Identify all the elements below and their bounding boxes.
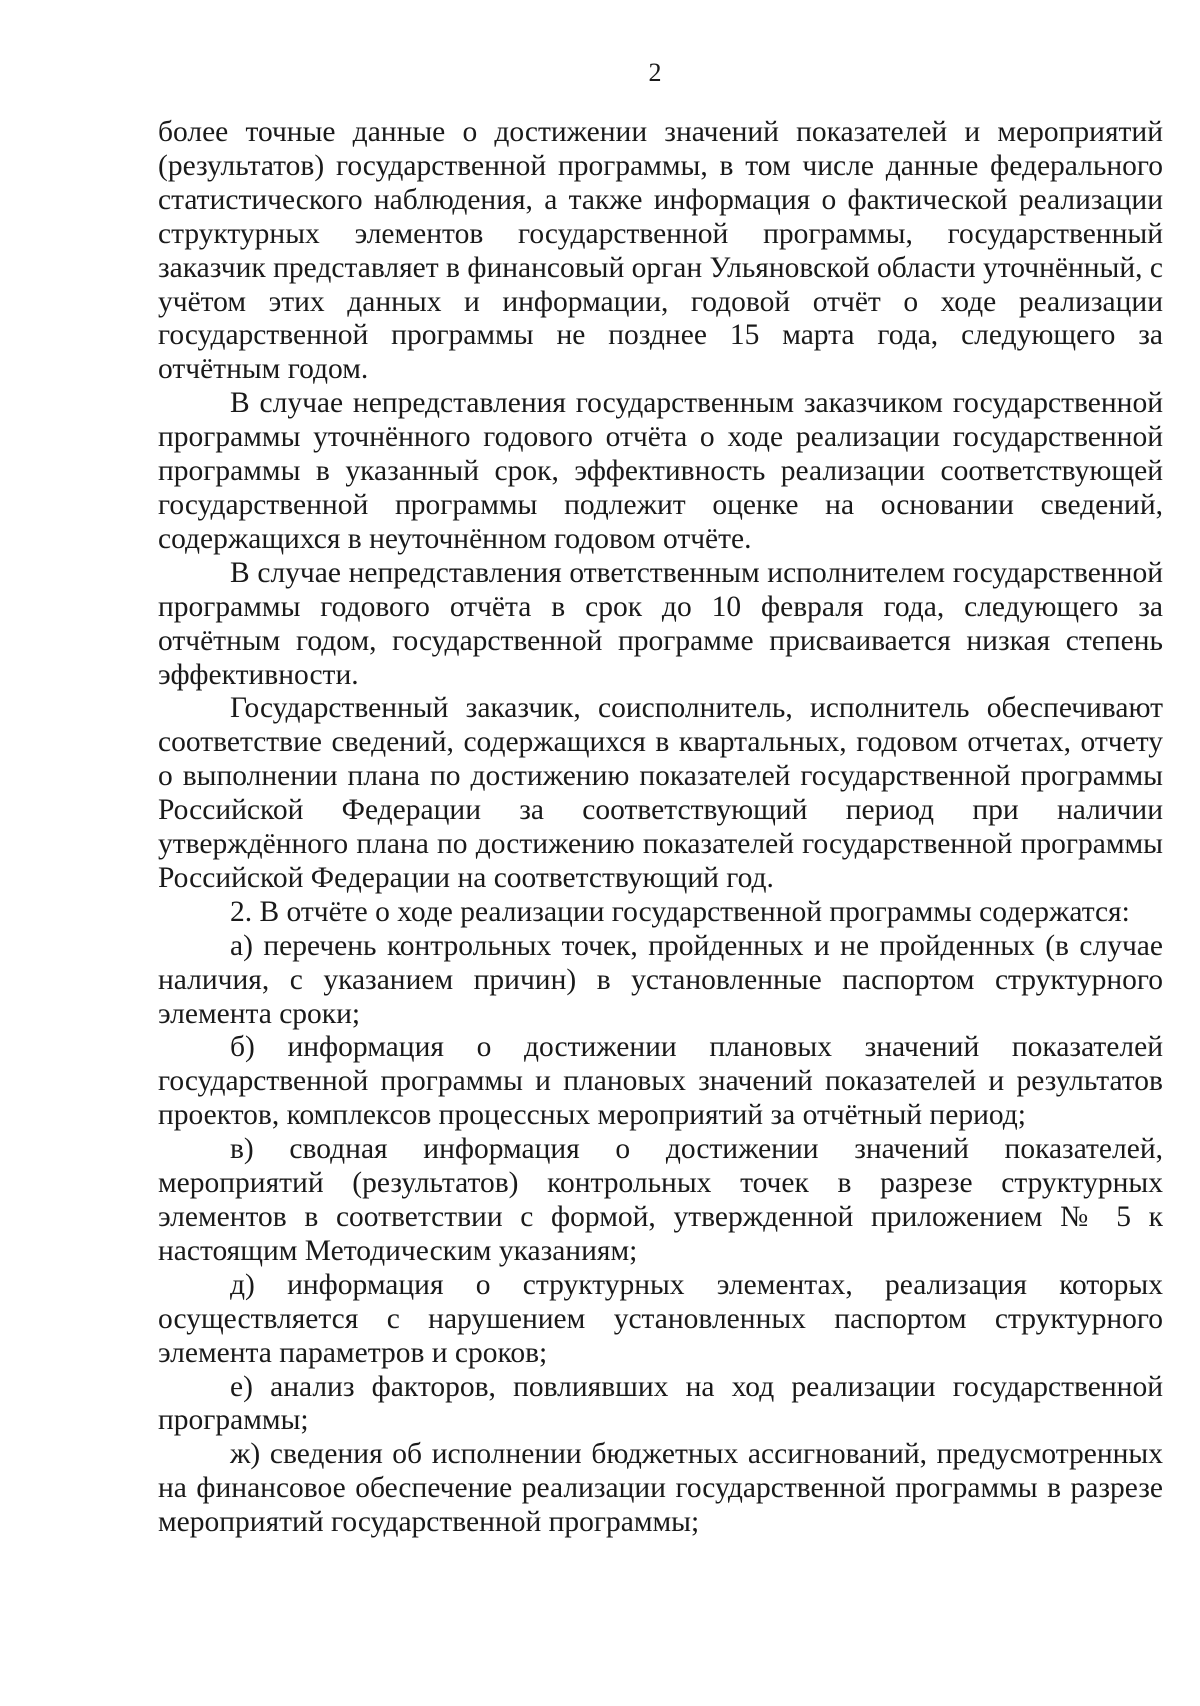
list-item-zh: ж) сведения об исполнении бюджетных ассигнований, предусмотренных на финансовое обеспечение реализации государственной программы в разрезе мероприятий государственной программы; <box>158 1438 1163 1539</box>
paragraph-continuation: более точные данные о достижении значений показателей и мероприятий (результатов) государственной программы, в том числе данные федерального статистического наблюдения, а также информация о фактической реализации структурных элементов государственной программы, государственный заказчик представляет в финансовый орган Ульяновской области уточнённый, с учётом этих данных и информации, годовой отчёт о ходе реализации государственной программы не позднее 15 марта года, следующего за отчётным годом. <box>158 116 1163 386</box>
list-item-d: д) информация о структурных элементах, реализация которых осуществляется с нарушением установленных паспортом структурного элемента параметров и сроков; <box>158 1268 1163 1369</box>
section-2-heading: 2. В отчёте о ходе реализации государственной программы содержатся: <box>230 895 1130 928</box>
list-item-v: в) сводная информация о достижении значений показателей, мероприятий (результатов) контрольных точек в разрезе структурных элементов в соответствии с формой, утвержденной приложением № 5 к настоящим Методическим указаниям; <box>158 1133 1163 1267</box>
paragraph-missing-annual-report: В случае непредставления ответственным исполнителем государственной программы годового отчёта в срок до 10 февраля года, следующего за отчётным годом, государственной программе присваивается низкая степень эффективности. <box>158 556 1163 691</box>
list-item-e: е) анализ факторов, повлиявших на ход реализации государственной программы; <box>158 1370 1163 1437</box>
paragraph-data-consistency: Государственный заказчик, соисполнитель, исполнитель обеспечивают соответствие сведений, содержащихся в квартальных, годовом отчетах, отчету о выполнении плана по достижению показателей государственной программы Российской Федерации за соответствующий период при наличии утверждённого плана по достижению показателей государственной программы Российской Федерации на соответствующий год. <box>158 692 1163 894</box>
list-item-a: а) перечень контрольных точек, пройденных и не пройденных (в случае наличия, с указанием причин) в установленные паспортом структурного элемента сроки; <box>158 929 1163 1030</box>
paragraph-unrefined-report: В случае непредставления государственным заказчиком государственной программы уточнённого годового отчёта о ходе реализации государственной программы в указанный срок, эффективность реализации соответствующей государственной программы подлежит оценке на основании сведений, содержащихся в неуточнённом годовом отчёте. <box>158 387 1163 555</box>
list-item-b: б) информация о достижении плановых значений показателей государственной программы и плановых значений показателей и результатов проектов, комплексов процессных мероприятий за отчётный период; <box>158 1031 1163 1132</box>
page-number: 2 <box>648 58 662 87</box>
document-body <box>158 116 1163 1540</box>
